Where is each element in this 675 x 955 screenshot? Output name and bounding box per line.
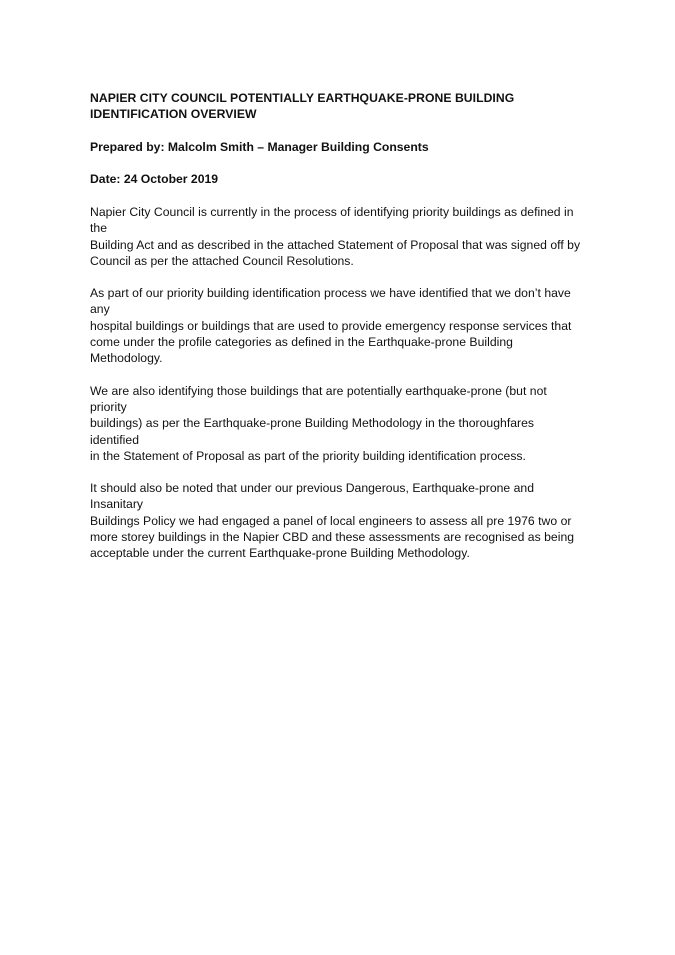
paragraph-1 [90,204,585,269]
paragraph-line: We are also identifying those buildings that are potentially earthquake-prone (but not priority [90,383,547,414]
paragraph-line: more storey buildings in the Napier CBD and these assessments are recognised as being [90,530,575,545]
title-line: IDENTIFICATION OVERVIEW [90,107,257,121]
paragraph-line: come under the profile categories as defined in the Earthquake-prone Building Methodology. [90,335,513,366]
title-line: NAPIER CITY COUNCIL POTENTIALLY EARTHQUAKE-PRONE BUILDING [90,91,515,105]
paragraph-line: buildings) as per the Earthquake-prone Building Methodology in the thoroughfares identified [90,416,535,447]
paragraph-3 [90,383,585,464]
paragraph-line: acceptable under the current Earthquake-prone Building Methodology. [90,546,470,561]
document-date: Date: 24 October 2019 [90,172,219,186]
paragraph-2 [90,285,585,366]
paragraph-line: hospital buildings or buildings that are used to provide emergency response services that [90,318,572,333]
paragraph-4 [90,480,585,561]
prepared-by: Prepared by: Malcolm Smith – Manager Building Consents [90,140,429,154]
paragraph-line: As part of our priority building identification process we have identified that we don’t have any [90,286,571,317]
paragraph-line: Council as per the attached Council Resolutions. [90,253,354,268]
paragraph-line: Buildings Policy we had engaged a panel of local engineers to assess all pre 1976 two or [90,513,572,528]
paragraph-line: It should also be noted that under our previous Dangerous, Earthquake-prone and Insanitary [90,481,535,512]
document-title [90,90,585,122]
document-body [90,90,585,562]
paragraph-line: Napier City Council is currently in the process of identifying priority buildings as defined in the [90,205,574,236]
paragraph-line: in the Statement of Proposal as part of the priority building identification process. [90,448,526,463]
paragraph-line: Building Act and as described in the attached Statement of Proposal that was signed off by [90,237,581,252]
